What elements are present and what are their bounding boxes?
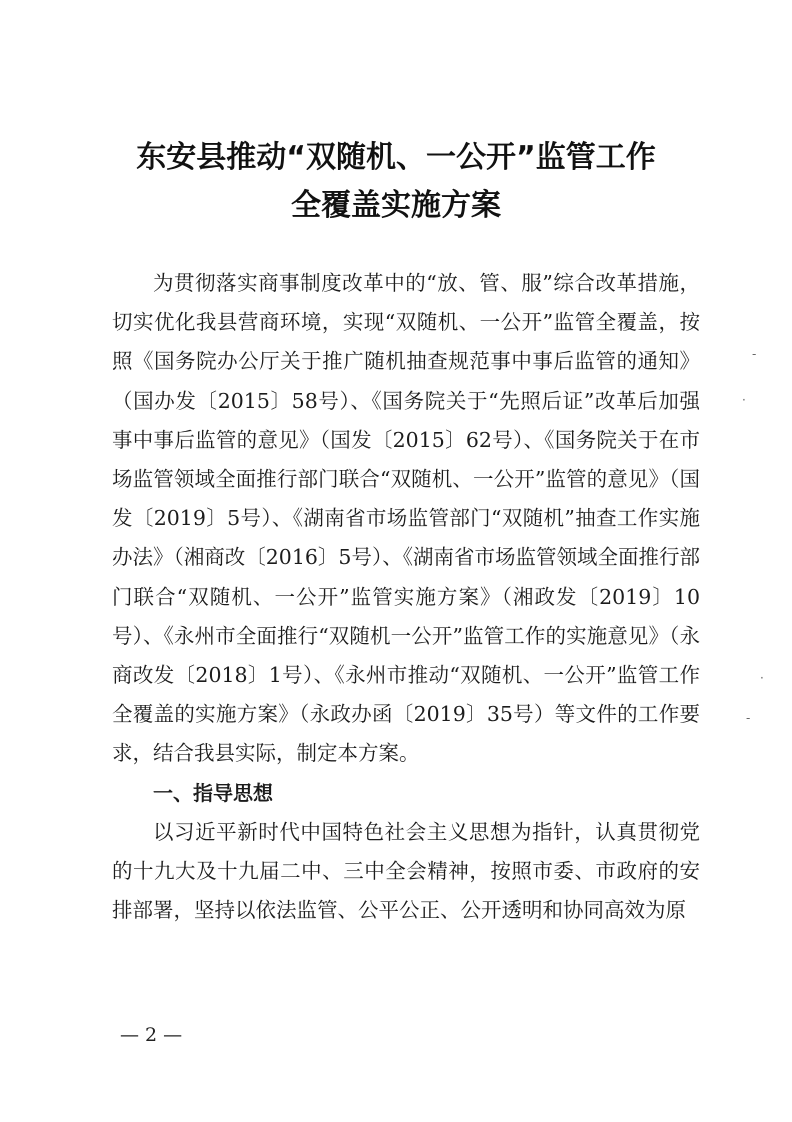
section-paragraph-guiding-ideology: 以习近平新时代中国特色社会主义思想为指针，认真贯彻党的十九大及十九届二中、三中全会精神，按照市委、市政府的安排部署，坚持以依法监管、公平公正、公开透明和协同高效为原 xyxy=(112,819,700,923)
document-body xyxy=(112,264,700,930)
scan-artifact-mark: - xyxy=(746,711,751,725)
scan-artifact-mark: · xyxy=(760,671,764,685)
document-title-line1: 东安县推动“双随机、一公开”监管工作 xyxy=(136,140,656,175)
intro-paragraph: 为贯彻落实商事制度改革中的“放、管、服”综合改革措施，切实优化我县营商环境，实现“双随机、一公开”监管全覆盖，按照《国务院办公厅关于推广随机抽查规范事中事后监管的通知》（国办发〔2015〕58号）、《国务院关于“先照后证”改革后加强事中事后监管的意见》（国发〔2015〕62号）、《国务院关于在市场监管领域全面推行部门联合“双随机、一公开”监管的意见》（国发〔2019〕5号）、《湖南省市场监管部门“双随机”抽查工作实施办法》（湘商改〔2016〕5号）、《湖南省市场监管领域全面推行部门联合“双随机、一公开”监管实施方案》（湘政发〔2019〕10号）、《永州市全面推行“双随机一公开”监管工作的实施意见》（永商改发〔2018〕1号）、《永州市推动“双随机、一公开”监管工作全覆盖的实施方案》（永政办函〔2019〕35号）等文件的工作要求，结合我县实际，制定本方案。 xyxy=(112,271,700,766)
scan-artifact-mark: - xyxy=(752,347,757,361)
document-title-line2: 全覆盖实施方案 xyxy=(291,188,501,223)
scan-artifact-mark: · xyxy=(742,393,746,407)
page-number: — 2 — xyxy=(120,1024,183,1046)
section-heading-guiding-ideology: 一、指导思想 xyxy=(153,780,273,805)
